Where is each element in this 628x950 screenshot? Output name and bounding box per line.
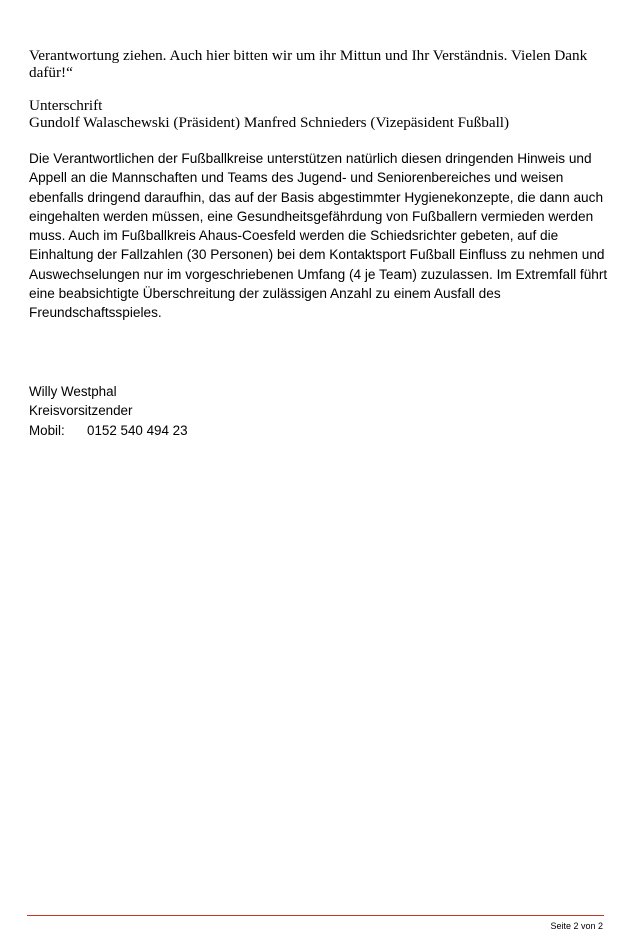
signature-heading: Unterschrift xyxy=(29,97,103,114)
contact-name: Willy Westphal xyxy=(29,384,117,399)
contact-role: Kreisvorsitzender xyxy=(29,403,133,419)
quoted-statement-end: Verantwortung ziehen. Auch hier bitten wir um ihr Mittun und Ihr Verständnis. Vielen Dank dafür!“ xyxy=(29,47,588,81)
footer-divider xyxy=(27,915,604,916)
mobile-label: Mobil: xyxy=(29,422,65,438)
contact-block xyxy=(29,382,188,440)
mobile-number: 0152 540 494 23 xyxy=(87,422,188,438)
signatories-line: Gundolf Walaschewski (Präsident) Manfred Schnieders (Vizepäsident Fußball) xyxy=(29,114,510,131)
body-paragraph: Die Verantwortlichen der Fußballkreise unterstützen natürlich diesen dringenden Hinweis und Appell an die Mannschaften und Teams des Jugend- und Seniorenbereiches und weisen ebenfalls dringend daraufhin, das auf der Basis abgestimmter Hygienekonzepte, die dann auch eingehalten werden müssen, eine Gesundheitsgefährdung von Fußballern vermieden werden muss. Auch im Fußballkreis Ahaus-Coesfeld werden die Schiedsrichter gebeten, auf die Einhaltung der Fallzahlen (30 Personen) bei dem Kontaktsport Fußball Einfluss zu nehmen und Auswechselungen nur im vorgeschriebenen Umfang (4 je Team) zuzulassen. Im Extremfall führt eine beabsichtigte Überschreitung der zulässigen Anzahl zu einem Ausfall des Freundschaftsspieles. xyxy=(29,151,608,321)
contact-mobile-row xyxy=(29,421,188,440)
page-number: Seite 2 von 2 xyxy=(550,921,603,931)
